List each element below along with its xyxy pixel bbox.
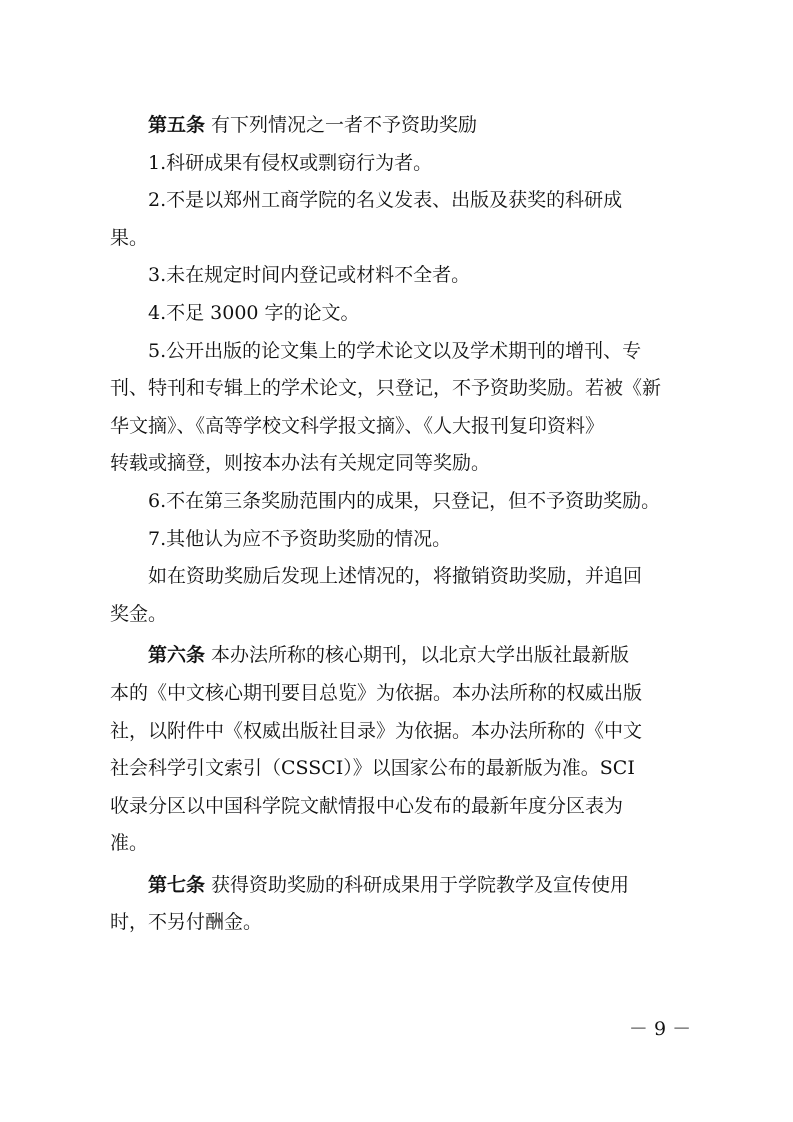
text-line: 6.不在第三条奖励范围内的成果，只登记，但不予资助奖励。 bbox=[148, 489, 661, 512]
text-line: 社会科学引文索引（CSSCI）》以国家公布的最新版为准。SCI bbox=[110, 757, 635, 780]
text-line: 社，以附件中《权威出版社目录》为依据。本办法所称的《中文 bbox=[110, 719, 643, 742]
article-6-first-line bbox=[110, 637, 690, 675]
text-line: 如在资助奖励后发现上述情况的，将撤销资助奖励，并追回 bbox=[148, 565, 643, 588]
article-5-heading: 第五条 bbox=[148, 114, 206, 136]
text-line: 3.未在规定时间内登记或材料不全者。 bbox=[148, 264, 471, 287]
text-line: 1.科研成果有侵权或剽窃行为者。 bbox=[148, 151, 433, 174]
page-number: － 9 － bbox=[628, 1018, 692, 1040]
text-line: 7.其他认为应不予资助奖励的情况。 bbox=[148, 527, 452, 550]
text-line: 刊、特刊和专辑上的学术论文，只登记，不予资助奖励。若被《新 bbox=[110, 377, 662, 400]
article-6-heading: 第六条 bbox=[148, 644, 206, 667]
text-line: 2.不是以郑州工商学院的名义发表、出版及获奖的科研成 bbox=[148, 189, 623, 212]
article-7-first-line bbox=[110, 867, 690, 905]
page-content bbox=[110, 107, 690, 942]
article-7-heading: 第七条 bbox=[148, 873, 206, 896]
text-line: 奖金。 bbox=[110, 602, 168, 625]
text-line: 4.不足 3000 字的论文。 bbox=[148, 301, 360, 324]
text-line: 果。 bbox=[110, 226, 149, 249]
text-segment: 获得资助奖励的科研成果用于学院教学及宣传使用 bbox=[205, 873, 630, 896]
text-line: 准。 bbox=[110, 832, 149, 855]
text-line: 时，不另付酬金。 bbox=[110, 911, 263, 934]
article-5-title: 有下列情况之一者不予资助奖励 bbox=[205, 114, 478, 136]
text-line: 转载或摘登，则按本办法有关规定同等奖励。 bbox=[110, 452, 491, 475]
text-line: 本的《中文核心期刊要目总览》为依据。本办法所称的权威出版 bbox=[110, 681, 643, 704]
text-segment: 本办法所称的核心期刊，以北京大学出版社最新版 bbox=[205, 644, 630, 667]
article-5-first-line bbox=[110, 107, 690, 145]
text-line: 华文摘》、《高等学校文科学报文摘》、《人大报刊复印资料》 bbox=[110, 414, 605, 437]
text-line: 5.公开出版的论文集上的学术论文以及学术期刊的增刊、专 bbox=[148, 339, 642, 362]
text-line: 收录分区以中国科学院文献情报中心发布的最新年度分区表为 bbox=[110, 794, 624, 817]
